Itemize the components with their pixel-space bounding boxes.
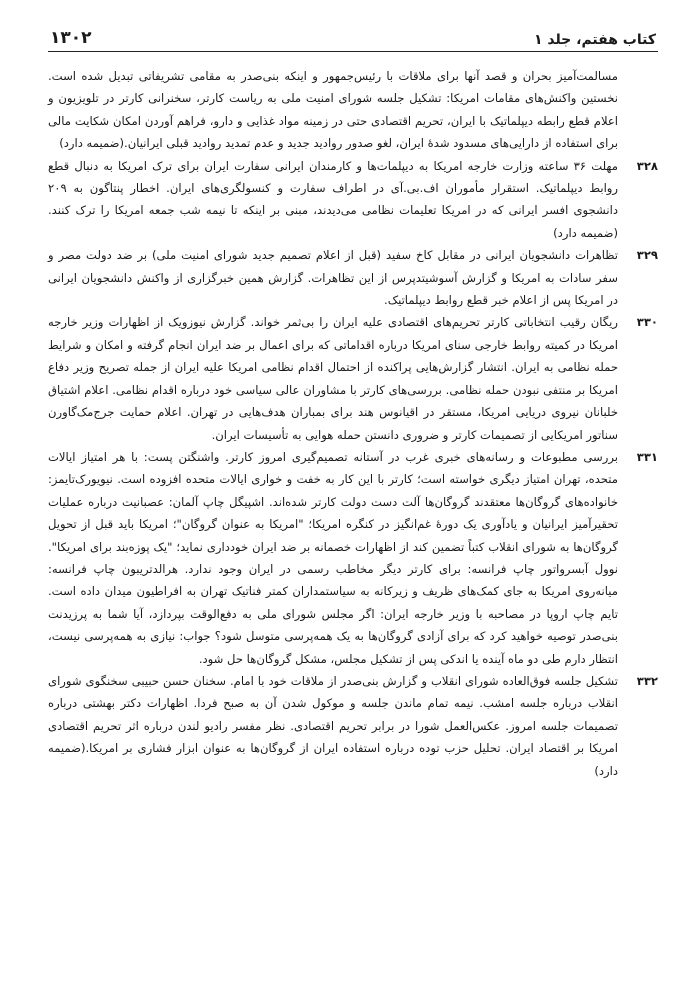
entry-number: ۳۳۰ [636, 315, 658, 330]
entry-text: ریگان رقیب انتخاباتی کارتر تحریم‌های اقتصادی علیه ایران را بی‌ثمر خواند. گزارش نیوزویک از اظهارات وزیر خارجه امریکا در کمیته روابط خارجی سنای امریکا درباره اقداماتی که برای اعمال بر ضد ایران انجام گرفته و امکان و شرایط حمله نظامی به ایران. انتشار گزارش‌هایی پراکنده از احتمال اقدام نظامی امریکا علیه ایران از جمله تصریح وزیر دفاع امریکا بر منتفی نبودن حمله نظامی. بررسی‌های کارتر با مشاوران عالی سیاسی خود درباره اقدام نظامی. اعلام اشتیاق خلبانان نیروی دریایی امریکا، مستقر در اقیانوس هند برای بمباران هدف‌هایی در تهران. اعلام حمایت جرج‌مک‌گاورن سناتور امریکایی از تصمیمات کارتر و ضروری دانستن حمله هوایی به تأسیسات ایران. [48, 315, 618, 442]
entry-329 [48, 244, 658, 311]
entry-328 [48, 155, 658, 245]
book-title: کتاب هفتم، جلد ۱ [533, 32, 656, 48]
continued-paragraph: مسالمت‌آمیز بحران و قصد آنها برای ملاقات با رئیس‌جمهور و اینکه بنی‌صدر به مقامی تشریفاتی تبدیل شده است. نخستین واکنش‌های مقامات امریکا: تشکیل جلسه شورای امنیت ملی به ریاست کارتر، سخنرانی کارتر در تلویزیون و اعلام قطع رابطه دیپلماتیک با ایران، تحریم اقتصادی حتی در زمینه مواد غذایی و دارو، فراهم آوردن امکان شکایت مالی برای استفاده از دارایی‌های مسدود شدهٔ ایران، لغو صدور روادید جدید و عدم تمدید روادید قبلی ایرانیان.(ضمیمه دارد) [48, 69, 618, 151]
running-header [48, 22, 658, 52]
page-number: ۱۳۰۲ [50, 28, 92, 48]
page-body [48, 65, 658, 782]
entry-text: بررسی مطبوعات و رسانه‌های خبری غرب در آستانه تصمیم‌گیری امروز کارتر. واشنگتن پست: با هر امتیاز ایالات متحده، تهران امتیاز دیگری خواسته است؛ کارتر با این کار به خفت و خواری ایالات متحده افزوده است. نیویورک‌تایمز: خانواده‌های گروگان‌ها معتقدند گروگان‌ها آلت دست دولت کارتر شده‌اند. اشپیگل چاپ آلمان: عصبانیت درباره عملیات تحقیرآمیز ایرانیان و یادآوری یک دورهٔ غم‌انگیز در کنگره امریکا؛ "امریکا به عنوان گروگان"؛ امریکا باید قبل از تحویل گروگان‌ها به شورای انقلاب کتباً تضمین کند از اظهارات خصمانه بر ضد ایران خودداری نماید؛ "یک پوزه‌بند برای امریکا". نوول آبسرواتور چاپ فرانسه: برای کارتر دیگر مخاطب رسمی در ایران وجود ندارد. هرالدتریبون چاپ فرانسه: میانه‌روی امریکا به جای کمک‌های ظریف و زیرکانه به سیاستمداران کمتر فناتیک تهران به افراطیون میدان داده است. تایم چاپ اروپا در مصاحبه با وزیر خارجه ایران: اگر مجلس شورای ملی به دفع‌الوقت بپردازد، آیا شما به پرزیدنت بنی‌صدر توصیه خواهید کرد که برای آزادی گروگان‌ها به یک همه‌پرسی متوسل شود؟ جواب: نیازی به همه‌پرسی نیست، انتظار دارم طی دو ماه آینده یا اندکی پس از تشکیل مجلس، مشکل گروگان‌ها حل شود. [48, 449, 618, 666]
book-page [48, 22, 658, 782]
entry-332 [48, 670, 658, 782]
entry-331 [48, 446, 658, 670]
entry-number: ۳۲۹ [636, 248, 658, 263]
entry-number: ۳۲۸ [636, 158, 658, 173]
entry-number: ۳۳۱ [636, 449, 658, 464]
entry-330 [48, 311, 658, 445]
entry-text: تظاهرات دانشجویان ایرانی در مقابل کاخ سفید (قبل از اعلام تصمیم جدید شورای امنیت ملی) بر ضد دولت مصر و سفر سادات به امریکا و گزارش آسوشیتدپرس از این تظاهرات. گزارش همین خبرگزاری از واکنش دانشجویان ایرانی در امریکا پس از اعلام خبر قطع روابط دیپلماتیک. [48, 248, 618, 308]
entry-text: مهلت ۳۶ ساعته وزارت خارجه امریکا به دیپلمات‌ها و کارمندان ایرانی سفارت ایران برای ترک امریکا به دنبال قطع روابط دیپلماتیک. استقرار مأموران اف.بی.آی در اطراف سفارت و کنسولگری‌های ایران. اخطار پنتاگون به ۲۰۹ دانشجوی افسر ایرانی که در امریکا تعلیمات نظامی می‌دیدند، مبنی بر اینکه تا نیمه شب جمعه امریکا را ترک کنند.(ضمیمه دارد) [48, 158, 618, 240]
entry-text: تشکیل جلسه فوق‌العاده شورای انقلاب و گزارش بنی‌صدر از ملاقات خود با امام. سخنان حسن حبیبی سخنگوی شورای انقلاب درباره جلسه امشب. نیمه تمام ماندن جلسه و موکول شدن آن به صبح فردا. اظهارات دکتر بهشتی درباره تصمیمات جلسه امروز. عکس‌العمل شورا در برابر تحریم اقتصادی. نظر مفسر رادیو لندن درباره اثر تحریم اقتصادی امریکا بر اقتصاد ایران. تحلیل حزب توده درباره استفاده ایران از گروگان‌ها به عنوان ابزار فشاری بر امریکا.(ضمیمه دارد) [48, 673, 618, 778]
entry-number: ۳۳۲ [636, 673, 658, 688]
